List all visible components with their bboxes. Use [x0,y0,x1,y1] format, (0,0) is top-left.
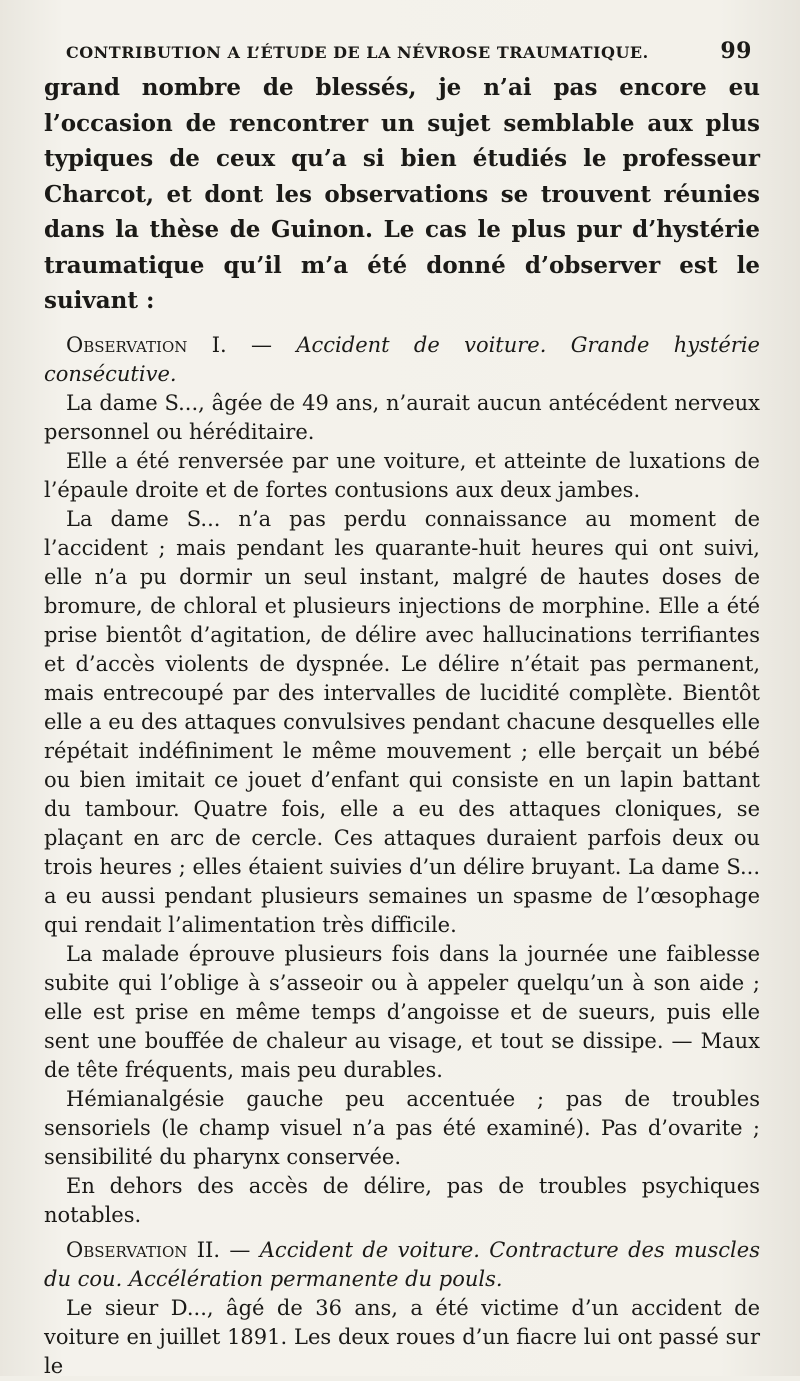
observation-1-dash: — [226,332,297,357]
observation-1-paragraph: Hémianalgésie gauche peu accentuée ; pas de troubles sensoriels (le champ visuel n’a pas été examiné). Pas d’ovarite ; sensibilité du pharynx conservée. [44,1086,760,1169]
observation-1-paragraph: En dehors des accès de délire, pas de troubles psychiques notables. [44,1173,760,1227]
observation-1-paragraph: La dame S... n’a pas perdu connaissance au moment de l’accident ; mais pendant les quarante-huit heures qui ont suivi, elle n’a pu dormir un seul instant, malgré de hautes doses de bromure, de chloral et plusieurs injections de morphine. Elle a été prise bientôt d’agitation, de délire avec hallucinations terrifiantes et d’accès violents de dyspnée. Le délire n’était pas permanent, mais entrecoupé par des intervalles de lucidité complète. Bientôt elle a eu des attaques convulsives pendant chacune desquelles elle répétait indéfiniment le même mouvement ; elle berçait un bébé ou bien imitait ce jouet d’enfant qui consiste en un lapin battant du tambour. Quatre fois, elle a eu des attaques cloniques, se plaçant en arc de cercle. Ces attaques duraient parfois deux ou trois heures ; elles étaient suivies d’un délire bruyant. La dame S... a eu aussi pendant plusieurs semaines un spasme de l’œsophage qui rendait l’alimentation très difficile. [44,506,760,937]
lead-paragraph: grand nombre de blessés, je n’ai pas encore eu l’occasion de rencontrer un sujet semblable aux plus typiques de ceux qu’a si bien étudiés le professeur Charcot, et dont les observations se trouvent réunies dans la thèse de Guinon. Le cas le plus pur d’hystérie traumatique qu’il m’a été donné d’observer est le suivant : [44,74,760,314]
observation-2-heading [44,1236,760,1294]
observation-2-paragraph: Le sieur D..., âgé de 36 ans, a été victime d’un accident de voiture en juillet 1891. Les deux roues d’un fiacre lui ont passé sur le [44,1295,760,1378]
running-header [44,38,760,64]
running-title: CONTRIBUTION A L’ÉTUDE DE LA NÉVROSE TRAUMATIQUE. [66,43,649,62]
observation-1-paragraph: La malade éprouve plusieurs fois dans la journée une faiblesse subite qui l’oblige à s’asseoir ou à appeler quelqu’un à son aide ; elle est prise en même temps d’angoisse et de sueurs, puis elle sent une bouffée de chaleur au visage, et tout se dissipe. — Maux de tête fréquents, mais peu durables. [44,941,760,1082]
observation-1-label: Observation I. [66,332,227,357]
observation-2-title: Accident de voiture. Contracture des muscles du cou. Accélération permanente du pouls. [44,1237,760,1291]
observation-1-paragraph: Elle a été renversée par une voiture, et atteinte de luxations de l’épaule droite et de fortes contusions aux deux jambes. [44,448,760,502]
observation-1-heading [44,331,760,389]
observation-1-title: Accident de voiture. Grande hystérie consécutive. [44,332,760,386]
observation-1-paragraph: La dame S..., âgée de 49 ans, n’aurait aucun antécédent nerveux personnel ou héréditaire. [44,390,760,444]
lead-paragraph-block [44,70,760,319]
observation-2-label: Observation II. [66,1237,221,1262]
observation-2-dash: — [220,1237,260,1262]
page-number: 99 [720,38,752,64]
